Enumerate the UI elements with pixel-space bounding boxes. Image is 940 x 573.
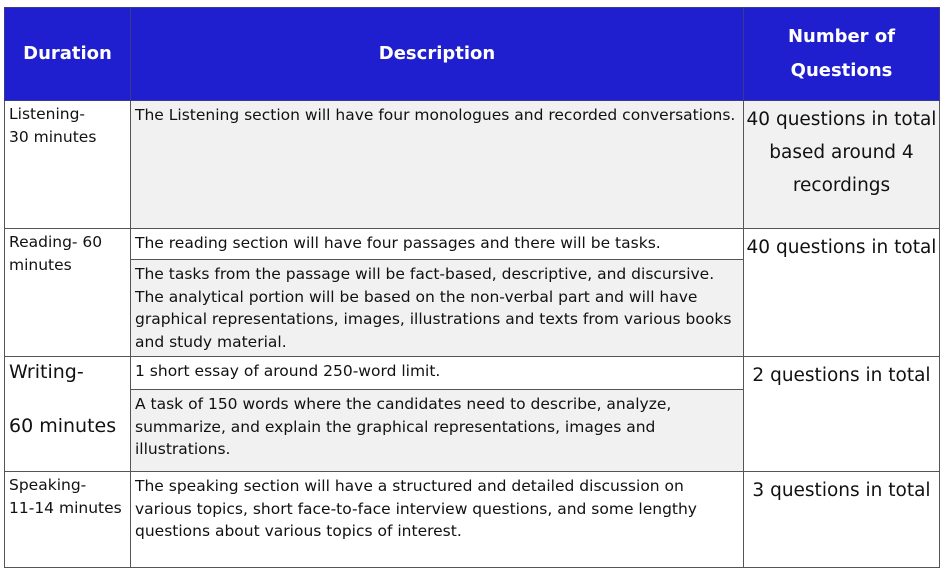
table-row-speaking: [5, 472, 940, 568]
duration-reading-line1: Reading- 60: [9, 233, 103, 251]
description-cell-speaking: The speaking section will have a structured and detailed discussion on various topics, short face-to-face interview questions, and some lengthy questions about various topics of interest.: [131, 472, 744, 568]
duration-speaking-line2: 11-14 minutes: [9, 499, 122, 517]
duration-speaking-line1: Speaking-: [9, 476, 87, 494]
questions-cell-listening: 40 questions in total based around 4 recordings: [744, 101, 940, 229]
duration-cell-listening: [5, 101, 131, 229]
duration-writing-line2: 60 minutes: [9, 415, 117, 437]
description-cell-reading-2: The tasks from the passage will be fact-based, descriptive, and discursive. The analytical portion will be based on the non-verbal part and will have graphical representations, images, illustrations and texts from various books and study material.: [131, 260, 744, 357]
questions-cell-reading: 40 questions in total: [744, 229, 940, 357]
description-cell-writing-1: 1 short essay of around 250-word limit.: [131, 357, 744, 390]
duration-cell-writing: [5, 357, 131, 472]
table-row-writing-1: [5, 357, 940, 390]
description-cell-writing-2: A task of 150 words where the candidates need to describe, analyze, summarize, and explain the graphical representations, images and illustrations.: [131, 390, 744, 472]
duration-listening-line1: Listening-: [9, 105, 86, 123]
duration-writing-line1: Writing-: [9, 361, 84, 383]
exam-sections-table: [4, 7, 940, 568]
description-cell-listening: The Listening section will have four monologues and recorded conversations.: [131, 101, 744, 229]
duration-cell-speaking: [5, 472, 131, 568]
description-cell-reading-1: The reading section will have four passages and there will be tasks.: [131, 229, 744, 260]
questions-cell-writing: 2 questions in total: [744, 357, 940, 472]
header-description: Description: [131, 8, 744, 101]
header-questions-line2: Questions: [790, 60, 893, 81]
header-row: [5, 8, 940, 101]
duration-cell-reading: [5, 229, 131, 357]
questions-cell-speaking: 3 questions in total: [744, 472, 940, 568]
header-duration: Duration: [5, 8, 131, 101]
table-row-listening: [5, 101, 940, 229]
table-row-reading-1: [5, 229, 940, 260]
header-questions-line1: Number of: [787, 26, 896, 47]
header-number-of-questions: [744, 8, 940, 101]
duration-listening-line2: 30 minutes: [9, 128, 97, 146]
duration-reading-line2: minutes: [9, 256, 72, 274]
